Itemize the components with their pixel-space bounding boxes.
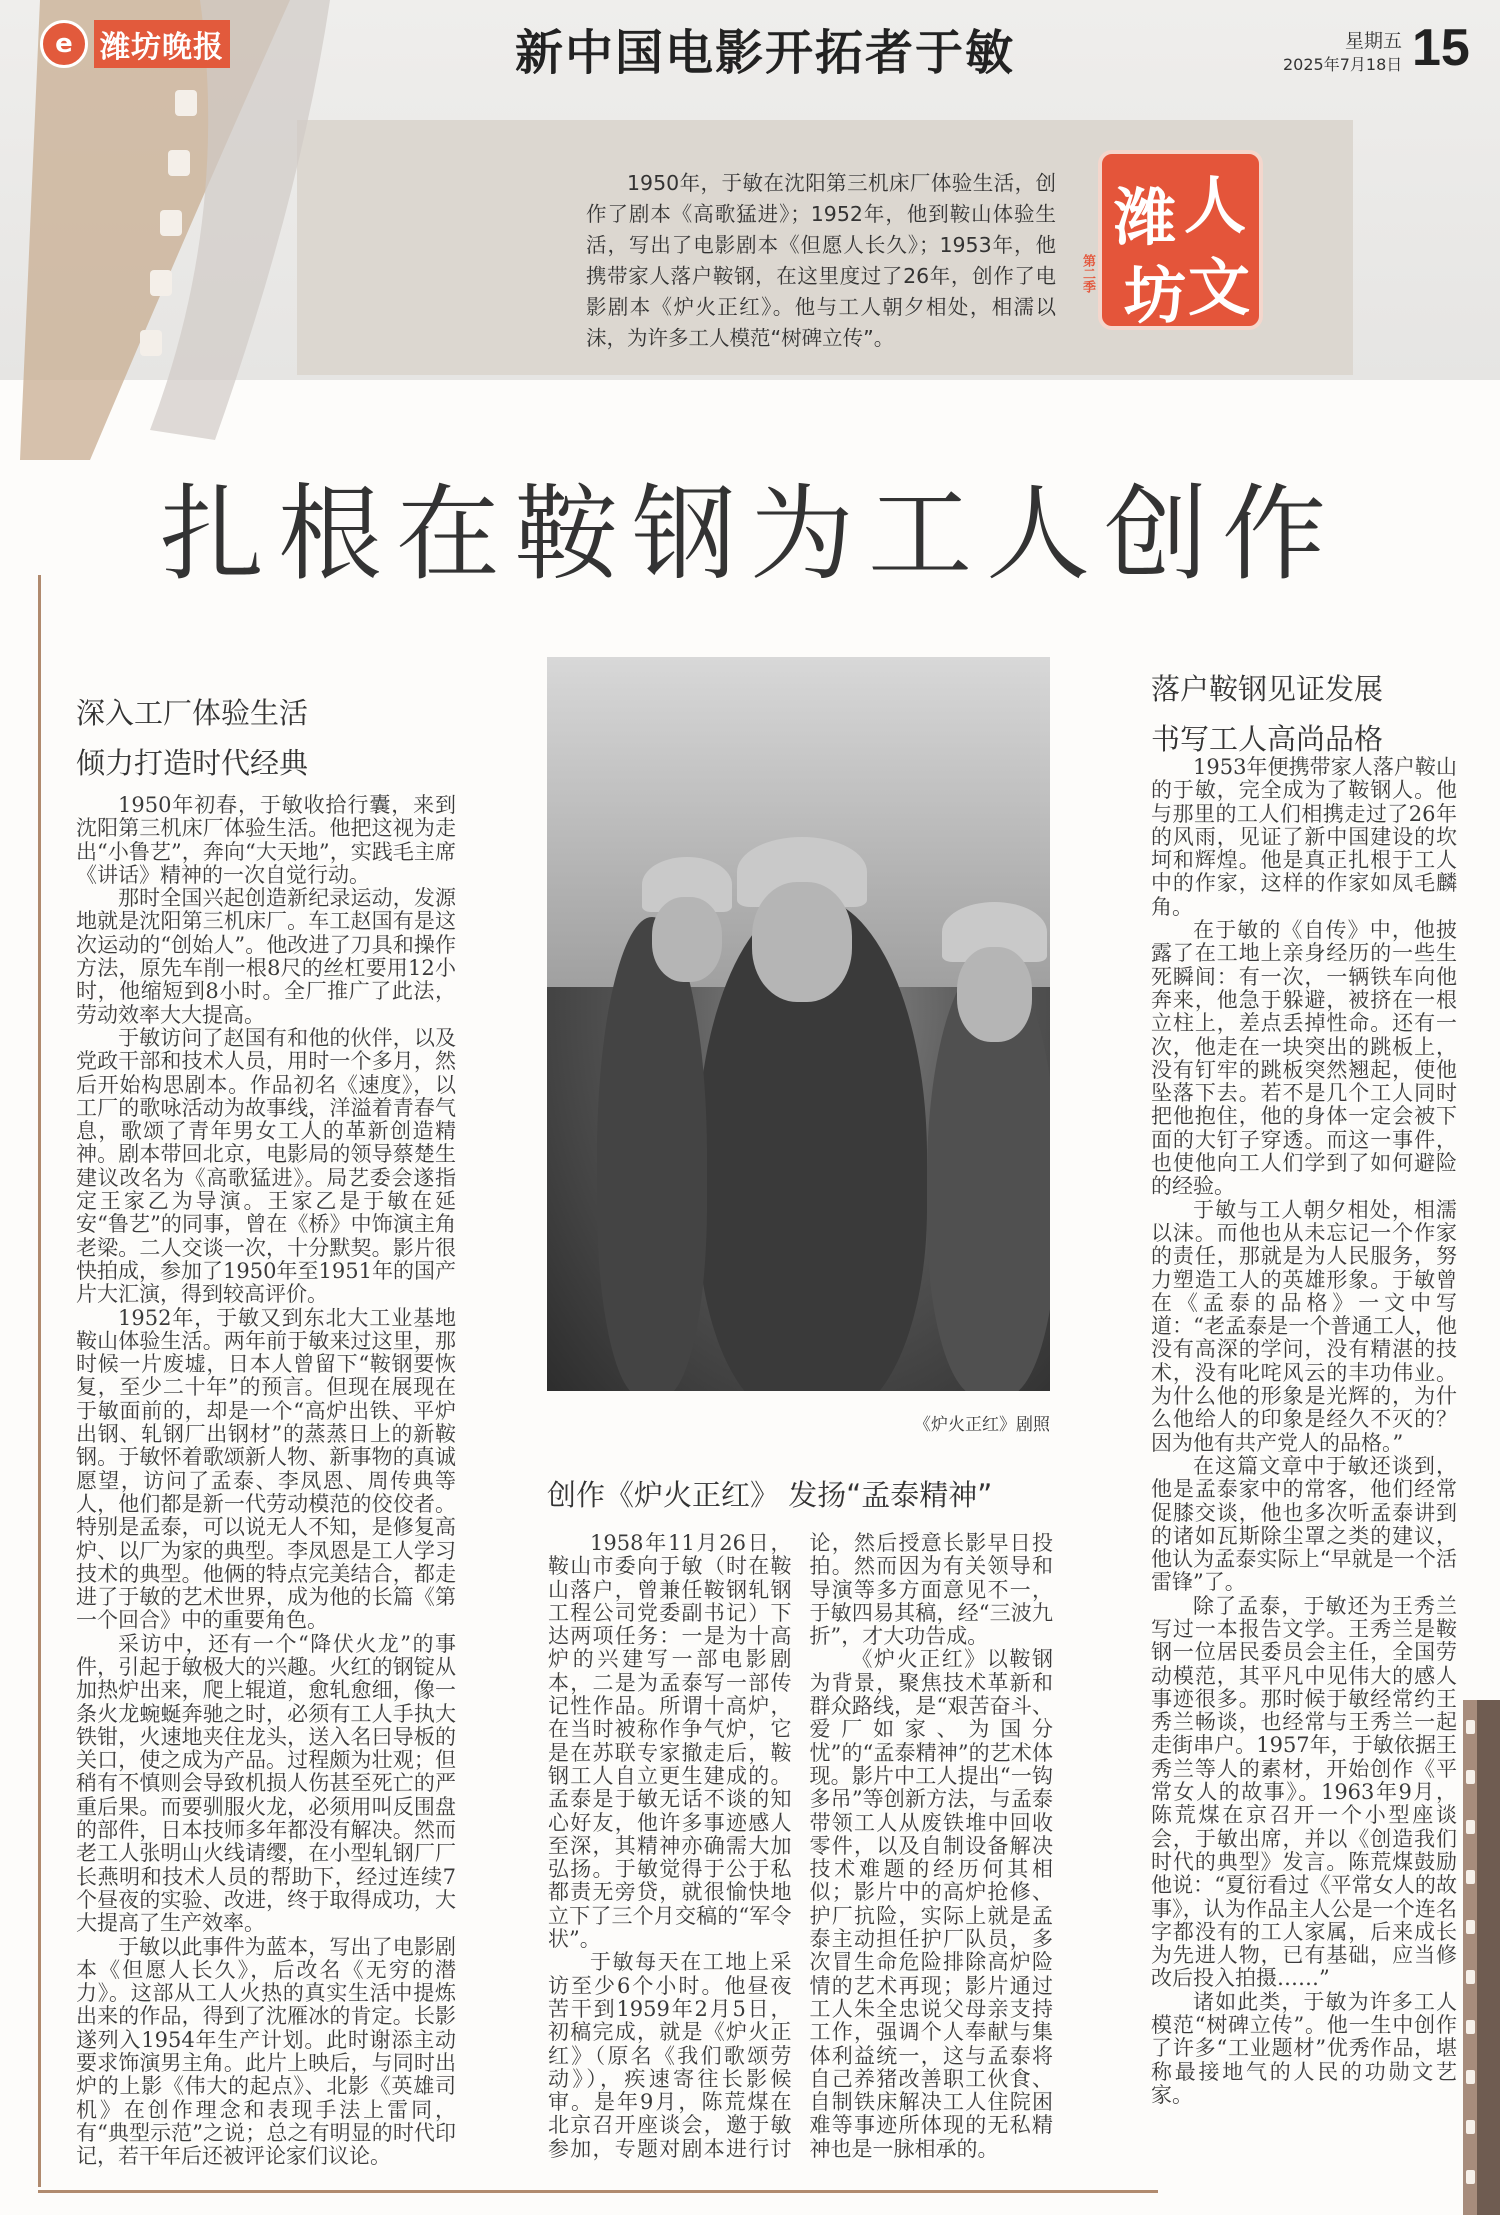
column-seal-logo [1080,150,1263,332]
photo-caption: 《炉火正红》剧照 [914,1415,1050,1435]
intro-text: 1950年，于敏在沈阳第三机床厂体验生活，创作了剧本《高歌猛进》；1952年，他到鞍山体验生活，写出了电影剧本《但愿人长久》；1953年，他携带家人落户鞍钢，在这里度过了26年，创作了电影剧本《炉火正红》。他与工人朝夕相处，相濡以沫，为许多工人模范“树碑立传”。 [586,171,1056,350]
weekday: 星期五 [1345,30,1403,52]
right-section-heading [1151,664,1383,764]
seal-char: 坊 [1124,259,1187,332]
paragraph: 采访中，还有一个“降伏火龙”的事件，引起于敏极大的兴趣。火红的钢锭从加热炉出来，爬上辊道，愈轧愈细，像一条火龙蜿蜒奔驰之时，必须有工人手执大铁钳，火速地夹住龙头，送入名曰导板的关口，使之成为产品。过程颇为壮观；但稍有不慎则会导致机损人伤甚至死亡的严重后果。而要驯服火龙，必须用叫反围盘的部件，日本技师多年都没有解决。然而老工人张明山火线请缨，在小型轧钢厂厂长燕明和技术人员的帮助下，经过连续7个昼夜的实验、改进，终于取得成功，大大提高了生产效率。 [76,1631,456,1936]
seal-char: 人 [1184,169,1247,242]
paragraph: 1952年，于敏又到东北大工业基地鞍山体验生活。两年前于敏来过这里，那时候一片废墟，日本人曾留下“鞍钢要恢复，至少二十年”的预言。但现在展现在于敏面前的，却是一个“高炉出铁、平炉出钢、轧钢厂出钢材”的蒸蒸日上的新鞍钢。于敏怀着歌颂新人物、新事物的真诚愿望，访问了孟泰、李凤恩、周传典等人，他们都是新一代劳动模范的佼佼者。特别是孟泰，可以说无人不知，是修复高炉、以厂为家的典型。李凤恩是工人学习技术的典型。他俩的特点完美结合，都走进了于敏的艺术世界，成为他的长篇《第一个回合》中的重要角色。 [76,1305,456,1633]
newspaper-name: 潍坊晚报 [94,20,230,68]
seal-char: 潍 [1114,181,1177,254]
section-heading: 深入工厂体验生活 [76,696,309,730]
issue-date: 2025年7月18日 [1283,55,1403,74]
film-strip-decoration-icon [1463,1700,1500,2215]
paragraph: 在于敏的《自传》中，他披露了在工地上亲身经历的一些生死瞬间：有一次，一辆铁车向他奔来，他急于躲避，被挤在一根立柱上，差点丢掉性命。还有一次，他走在一块突出的跳板上，没有钉牢的跳板突然翘起，使他坠落下去。若不是几个工人同时把他抱住，他的身体一定会被下面的大钉子穿透。而这一事件，也使他向工人们学到了如何避险的经验。 [1151,918,1457,1199]
middle-article-columns [548,1532,1053,2161]
article-headline: 扎根在鞍钢为工人创作 [159,473,1340,595]
frame-rule-bottom [38,2190,1158,2193]
section-heading: 创作《炉火正红》 发扬“孟泰精神” [547,1478,993,1512]
paragraph: 于敏与工人朝夕相处，相濡以沫。而他也从未忘记一个作家的责任，那就是为人民服务，努力塑造工人的英雄形象。于敏曾在《孟泰的品格》一文中写道：“老孟泰是一个普通工人，他没有高深的学问，没有精湛的技术，没有叱咤风云的丰功伟业。为什么他的形象是光辉的，为什么他给人的印象是经久不灭的？因为他有共产党人的品格。” [1151,1197,1457,1455]
left-article-column [76,688,456,2169]
newspaper-logo-icon: e [40,20,88,68]
page-number: 15 [1412,19,1470,77]
newspaper-logo [40,20,230,68]
seal-char: 文 [1188,251,1251,324]
paragraph: 1953年便携带家人落户鞍山的于敏，完全成为了鞍钢人。他与那里的工人们相携走过了26年的风雨，见证了新中国建设的坎坷和辉煌。他是真正扎根于工人中的作家，这样的作家如凤毛麟角。 [1151,755,1457,919]
film-strip-decoration-icon [0,0,470,460]
section-heading: 书写工人高尚品格 [1151,722,1384,756]
film-still-photo [547,657,1050,1391]
right-article-column [1151,756,1457,2107]
paragraph: 除了孟泰，于敏还为王秀兰写过一本报告文学。王秀兰是鞍钢一位居民委员会主任，全国劳动模范，其平凡中见伟大的感人事迹很多。那时候于敏经常约王秀兰畅谈，也经常与王秀兰一起走街串户。1957年，于敏依据王秀兰等人的素材，开始创作《平常女人的故事》。1963年9月，陈荒煤在京召开一个小型座谈会，于敏出席，并以《创造我们时代的典型》发言。陈荒煤鼓励他说：“夏衍看过《平常女人的故事》，认为作品主人公是一个连名字都没有的工人家属，后来成长为先进人物，已有基础，应当修改后投入拍摄……” [1151,1593,1457,1991]
paragraph: 于敏以此事件为蓝本，写出了电影剧本《但愿人长久》，后改名《无穷的潜力》。这部从工人火热的真实生活中提炼出来的作品，得到了沈雁冰的肯定。长影遂列入1954年生产计划。此时谢添主动要求饰演男主角。此片上映后，与同时出炉的上影《伟大的起点》、北影《英雄司机》在创作理念和表现手法上雷同，有“典型示范”之说；总之有明显的时代印记，若干年后还被评论家们议论。 [76,1934,456,2169]
paragraph: 于敏访问了赵国有和他的伙伴，以及党政干部和技术人员，用时一个多月，然后开始构思剧本。作品初名《速度》，以工厂的歌咏活动为故事线，洋溢着青春气息，歌颂了青年男女工人的革新创造精神。剧本带回北京，电影局的领导蔡楚生建议改名为《高歌猛进》。局艺委会遂指定王家乙为导演。王家乙是于敏在延安“鲁艺”的同事，曾在《桥》中饰演主角老梁。二人交谈一次，十分默契。影片很快拍成，参加了1950年至1951年的国产片大汇演，得到较高评价。 [76,1025,456,1307]
seal-season: 第二季 [1080,254,1095,293]
paragraph: 诸如此类，于敏为许多工人模范“树碑立传”。他一生中创作了许多“工业题材”优秀作品，堪称最接地气的人民的功勋文艺家。 [1151,1989,1457,2107]
paragraph: 在这篇文章中于敏还谈到，他是孟泰家中的常客，他们经常促膝交谈，他也多次听孟泰讲到的诸如瓦斯除尘罩之类的建议，他认为孟泰实际上“早就是一个活雷锋”了。 [1151,1453,1457,1595]
paragraph: 1958年11月26日，鞍山市委向于敏（时在鞍山落户，曾兼任鞍钢轧钢工程公司党委副书记）下达两项任务：一是为十高炉的兴建写一部电影剧本，二是为孟泰写一部传记性作品。所谓十高炉，在当时被称作争气炉，它是在苏联专家撤走后，鞍钢工人自立更生建成的。孟泰是于敏无话不谈的知心好友，他许多事迹感人至深，其精神亦确需大加弘扬。于敏觉得于公于私都责无旁贷，就很愉快地立下了三个月交稿的“军令状”。 [548,1531,792,1952]
frame-rule-vertical [38,575,41,2187]
paragraph: 《炉火正红》以鞍钢为背景，聚焦技术革新和群众路线，是“艰苦奋斗、爱厂如家、为国分忧”的“孟泰精神”的艺术体现。影片中工人提出“一钩多吊”等创新方法，与孟泰带领工人从废铁堆中回收零件，以及自制设备解决技术难题的经历何其相似；影片中的高炉抢修、护厂抗险，实际上就是孟泰主动担任护厂队员，多次冒生命危险排除高炉险情的艺术再现；影片通过工人朱全忠说父母亲支持工作，强调个人奉献与集体利益统一，这与孟泰将自己养猪改善职工伙食、自制铁床解决工人住院困难等事迹所体现的无私精神也是一脉相承的。 [809,1647,1053,2161]
paragraph: 于敏每天在工地上采访至少6个小时。他昼夜苦干到1959年2月5日，初稿完成，就是《炉火正红》（原名《我们歌颂劳动》），疾速寄往长影候审。是年9月，陈荒煤在北京召开座谈会，邀于敏参加，专题对剧本进行讨论，然后授意长影早日投拍。然而因为有关领导和导演等多方面意见不一，于敏四易其稿，经“三波九折”，才大功告成。 [548,1531,1053,2161]
paragraph: 那时全国兴起创造新纪录运动，发源地就是沈阳第三机床厂。车工赵国有是这次运动的“创始人”。他改进了刀具和操作方法，原先车削一根8尺的丝杠要用12小时，他缩短到8小时。全厂推广了此法，劳动效率大大提高。 [76,886,456,1027]
section-heading: 落户鞍钢见证发展 [1151,672,1384,706]
section-heading: 倾力打造时代经典 [76,746,309,780]
page-section-title: 新中国电影开拓者于敏 [514,25,1015,81]
paragraph: 1950年初春，于敏收拾行囊，来到沈阳第三机床厂体验生活。他把这视为走出“小鲁艺”，奔向“大天地”，实践毛主席《讲话》精神的一次自觉行动。 [76,793,456,887]
